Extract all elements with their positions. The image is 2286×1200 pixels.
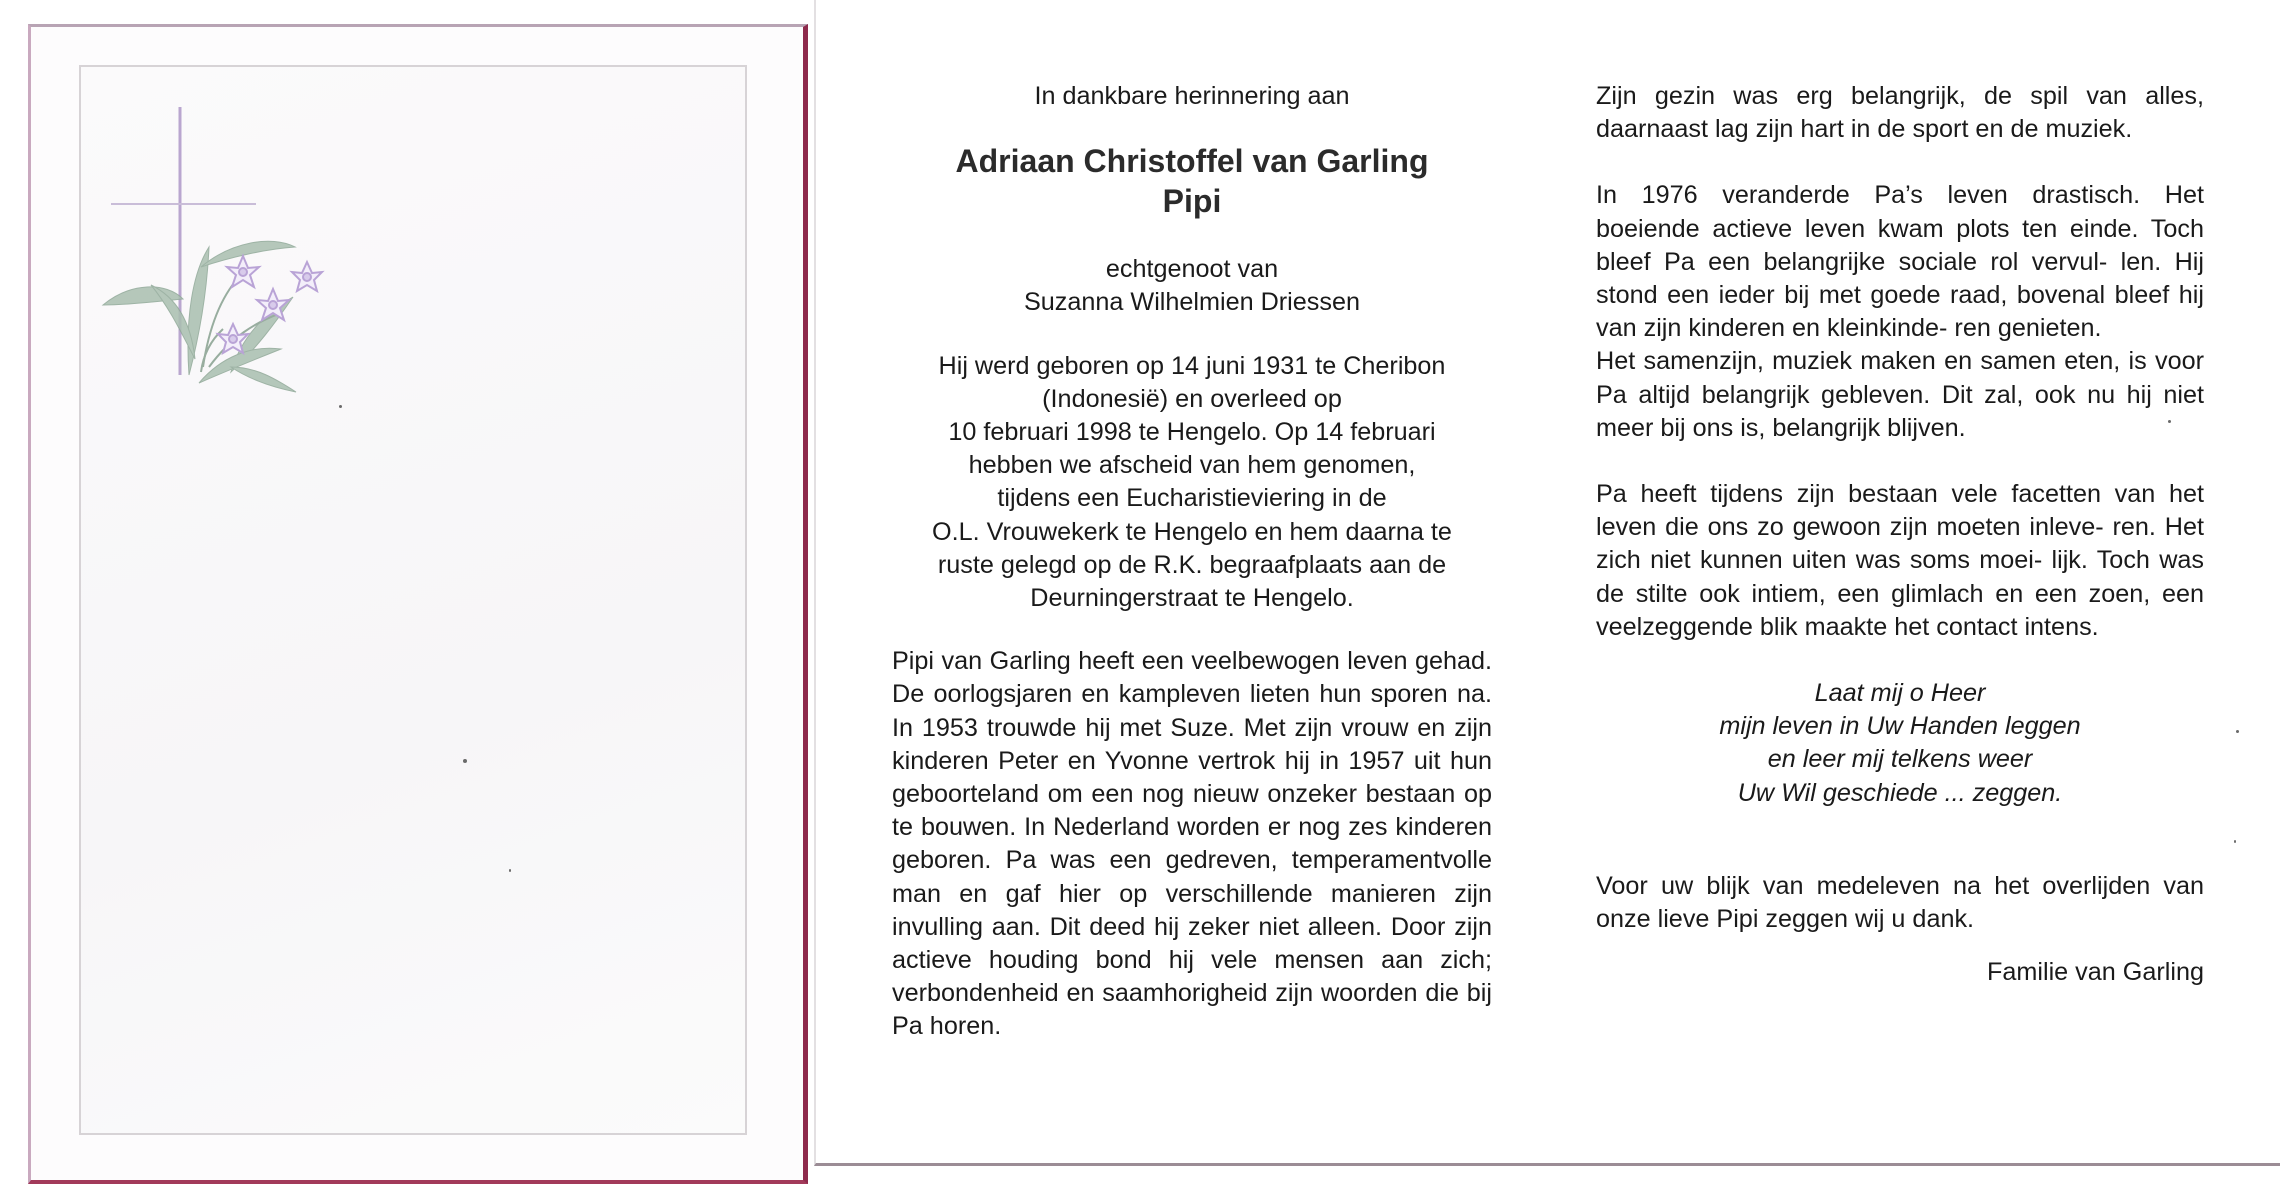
bio-line: ruste gelegd op de R.K. begraafplaats aan de <box>937 550 1447 579</box>
paper-speck <box>2168 420 2171 423</box>
memorial-text-sheet <box>814 0 2280 1166</box>
bio-line: O.L. Vrouwekerk te Hengelo en hem daarna te <box>932 517 1452 546</box>
facets-paragraph: Pa heeft tijdens zijn bestaan vele facetten van het leven die ons zo gewoon zijn moeten inleve- ren. Het zich niet kunnen uiten was soms moei- lijk. Toch was de stilte ook intiem, een glimlach en een zoen, een veelzeggende blik maakte het contact intens. <box>1596 480 2204 641</box>
bio-line: Hij werd geboren op 14 juni 1931 te Cheribon <box>938 351 1446 380</box>
paper-speck <box>463 759 467 763</box>
cross-and-flowers-icon <box>81 67 761 587</box>
cover-card <box>28 24 808 1184</box>
spouse-label: echtgenoot van <box>1105 255 1279 284</box>
poem-line: mijn leven in Uw Handen leggen <box>1719 712 2081 741</box>
text-column-left <box>892 80 1492 1044</box>
paper-speck <box>339 405 342 408</box>
bio-block <box>892 350 1492 616</box>
togetherness-paragraph: Het samenzijn, muziek maken en samen eten, is voor Pa altijd belangrijk gebleven. Dit zal, ook nu hij niet meer bij ons is, belangrijk blijven. <box>1596 347 2204 442</box>
life-change-paragraph: In 1976 veranderde Pa’s leven drastisch. Het boeiende actieve leven kwam plots ten einde. Toch bleef Pa een belangrijke sociale rol vervul- len. Hij stond een ieder bij met goede raad, bovenal bleef hij van zijn kinderen en kleinkinde- ren genieten. <box>1596 181 2204 343</box>
spouse-block <box>892 253 1492 319</box>
family-signature: Familie van Garling <box>1987 958 2204 987</box>
prayer-poem <box>1596 677 2204 810</box>
paper-speck <box>2236 730 2239 733</box>
intro-line: In dankbare herinnering aan <box>1034 82 1350 110</box>
poem-line: Laat mij o Heer <box>1814 679 1986 708</box>
bio-line: hebben we afscheid van hem genomen, <box>968 451 1416 480</box>
paper-speck <box>509 869 511 872</box>
bio-line: Deurningerstraat te Hengelo. <box>1030 584 1354 613</box>
deceased-nickname: Pipi <box>1162 183 1222 220</box>
paper-speck <box>2234 840 2236 843</box>
bio-line: (Indonesië) en overleed op <box>1042 384 1342 413</box>
bio-line: tijdens een Eucharistieviering in de <box>997 484 1387 513</box>
deceased-name: Adriaan Christoffel van Garling <box>955 143 1429 180</box>
poem-line: Uw Wil geschiede ... zeggen. <box>1737 778 2063 807</box>
bio-line: 10 februari 1998 te Hengelo. Op 14 februari <box>948 418 1436 447</box>
spouse-name: Suzanna Wilhelmien Driessen <box>1024 288 1360 317</box>
text-column-right <box>1596 80 2204 989</box>
life-story-paragraph: Pipi van Garling heeft een veelbewogen leven gehad. De oorlogsjaren en kampleven lieten hun sporen na. In 1953 trouwde hij met Suze. Met zijn vrouw en zijn kinderen Peter en Yvonne vertrok hij in 1957 uit hun geboorteland om een nog nieuw onzeker bestaan op te bouwen. In Nederland worden er nog zes kinderen geboren. Pa was een gedreven, temperamentvolle man en gaf hier op verschillende manieren zijn invulling aan. Dit deed hij zeker niet alleen. Door zijn actieve houding bond hij vele mensen aan zich; verbondenheid en saamhorigheid zijn woorden die bij Pa horen. <box>892 647 1492 1041</box>
poem-line: en leer mij telkens weer <box>1767 745 2033 774</box>
thanks-paragraph: Voor uw blijk van medeleven na het overlijden van onze lieve Pipi zeggen wij u dank. <box>1596 871 2204 934</box>
family-paragraph: Zijn gezin was erg belangrijk, de spil van alles, daarnaast lag zijn hart in de sport en de muziek. <box>1596 82 2204 144</box>
